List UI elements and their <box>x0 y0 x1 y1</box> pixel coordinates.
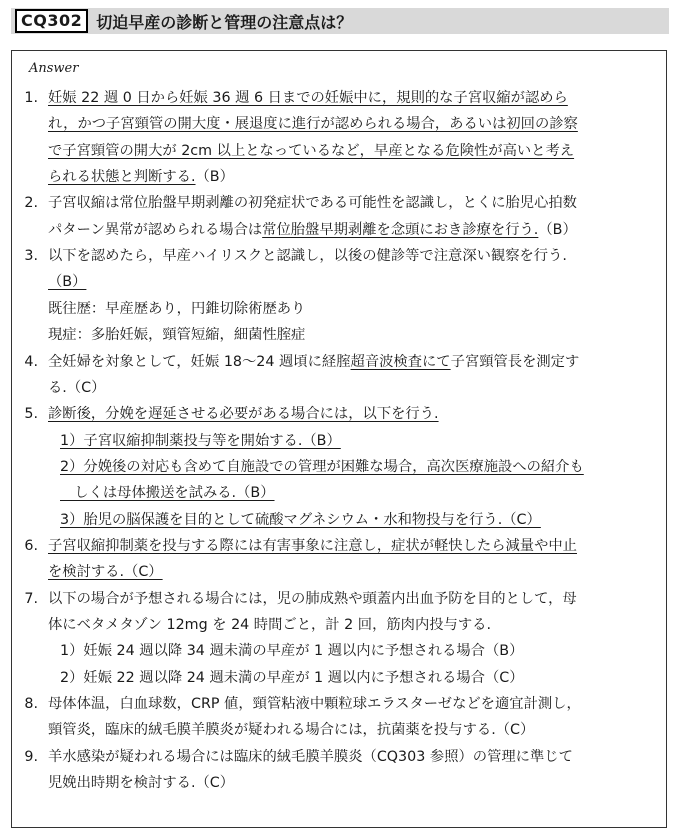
item-number: 5. <box>24 406 38 423</box>
line-text: られる状態と判断する. <box>48 169 196 186</box>
item-number: 6. <box>24 537 38 554</box>
line-text: る.（C） <box>48 379 106 396</box>
line-text: 児娩出時期を検討する.（C） <box>48 775 235 792</box>
answer-line <box>48 720 534 740</box>
cq-title: 切迫早産の診断と管理の注意点は？ <box>96 12 353 32</box>
answer-line <box>48 352 579 372</box>
line-text: 現症：多胎妊娠，頸管短縮，細菌性腟症 <box>48 327 306 344</box>
line-text: 以下の場合が予想される場合には，児の肺成熟や頭蓋内出血予防を目的として，母 <box>48 590 577 607</box>
line-text: 全妊婦を対象として，妊娠 18～24 週頃に経腟 <box>48 353 351 370</box>
line-text: 1）子宮収縮抑制薬投与等を開始する.（B） <box>60 432 341 449</box>
answer-line <box>48 167 234 187</box>
answer-line <box>48 299 305 319</box>
answer-line <box>48 694 581 714</box>
answer-line <box>48 141 574 161</box>
line-text: 1）妊娠 24 週以降 34 週未満の早産が 1 週以内に予想される場合（B） <box>60 643 524 660</box>
answer-box <box>11 50 667 828</box>
answer-line <box>48 272 86 292</box>
answer-line <box>48 114 578 134</box>
item-number: 7. <box>24 590 38 607</box>
item-number: 4. <box>24 353 38 370</box>
answer-line <box>48 378 105 398</box>
line-text: 子宮頸管長を測定す <box>450 353 580 370</box>
line-text: （B） <box>48 274 87 291</box>
line-text: 以下を認めたら，早産ハイリスクと認識し，以後の健診等で注意深い観察を行う. <box>48 248 567 265</box>
answer-line <box>48 589 577 609</box>
answer-line <box>48 193 577 213</box>
line-text: れ，かつ子宮頸管の開大度・展退度に進行が認められる場合，あるいは初回の診察 <box>48 116 578 133</box>
answer-line <box>60 668 524 688</box>
answer-line <box>48 773 234 793</box>
line-text: 頸管炎，臨床的絨毛膜羊膜炎が疑われる場合には，抗菌薬を投与する.（C） <box>48 722 535 739</box>
answer-line <box>48 615 491 635</box>
answer-label: Answer <box>29 61 79 76</box>
line-text: 既往歴：早産歴あり，円錐切除術歴あり <box>48 300 306 317</box>
answer-line <box>48 220 577 240</box>
line-text: 子宮収縮抑制薬を投与する際には有害事象に注意し，症状が軽快したら減量や中止 <box>48 537 577 554</box>
line-text: 診断後，分娩を遅延させる必要がある場合には，以下を行う. <box>48 406 439 423</box>
answer-line <box>60 510 541 530</box>
evidence-grade: （B） <box>195 169 234 186</box>
answer-line <box>48 536 577 556</box>
cq-header <box>11 8 669 34</box>
line-text: 2）分娩後の対応も含めて自施設での管理が困難な場合，高次医療施設への紹介も <box>60 458 584 475</box>
item-number: 8. <box>24 696 38 713</box>
line-text: で子宮頸管の開大が 2cm 以上となっているなど，早産となる危険性が高いと考え <box>48 142 575 159</box>
answer-line <box>60 483 275 503</box>
item-number: 3. <box>24 248 38 265</box>
line-text: しくは母体搬送を試みる.（B） <box>60 485 275 502</box>
line-text: 羊水感染が疑われる場合には臨床的絨毛膜羊膜炎（CQ303 参照）の管理に準じて <box>48 748 573 765</box>
answer-line <box>48 88 568 108</box>
line-text: 3）胎児の脳保護を目的として硫酸マグネシウム・水和物投与を行う.（C） <box>60 511 541 528</box>
answer-line <box>60 431 341 451</box>
answer-line <box>48 404 439 424</box>
underlined-text: 常位胎盤早期剥離を念頭におき診療を行う. <box>262 221 539 238</box>
line-text: 子宮収縮は常位胎盤早期剥離の初発症状である可能性を認識し，とくに胎児心拍数 <box>48 195 577 212</box>
answer-line <box>48 325 305 345</box>
item-number: 2. <box>24 195 38 212</box>
underlined-text: 超音波検査にて <box>350 353 451 370</box>
line-text: を検討する.（C） <box>48 564 163 581</box>
item-number: 9. <box>24 748 38 765</box>
answer-line <box>48 562 163 582</box>
answer-line <box>48 747 573 767</box>
line-text: 母体体温，白血球数，CRP 値，頸管粘液中顆粒球エラスターゼなどを適宜計測し， <box>48 696 581 713</box>
line-text: パターン異常が認められる場合は <box>48 221 263 238</box>
answer-line <box>48 246 567 266</box>
line-text: 2）妊娠 22 週以降 24 週未満の早産が 1 週以内に予想される場合（C） <box>60 669 524 686</box>
evidence-grade: （B） <box>538 221 577 238</box>
line-text: 妊娠 22 週 0 日から妊娠 36 週 6 日までの妊娠中に，規則的な子宮収縮が認めら <box>48 90 568 106</box>
answer-line <box>60 641 523 661</box>
line-text: 体にベタメタゾン 12mg を 24 時間ごと，計 2 回，筋肉内投与する. <box>48 617 491 633</box>
cq-code-badge: CQ302 <box>15 9 88 33</box>
answer-line <box>60 457 584 477</box>
item-number: 1. <box>24 90 38 106</box>
